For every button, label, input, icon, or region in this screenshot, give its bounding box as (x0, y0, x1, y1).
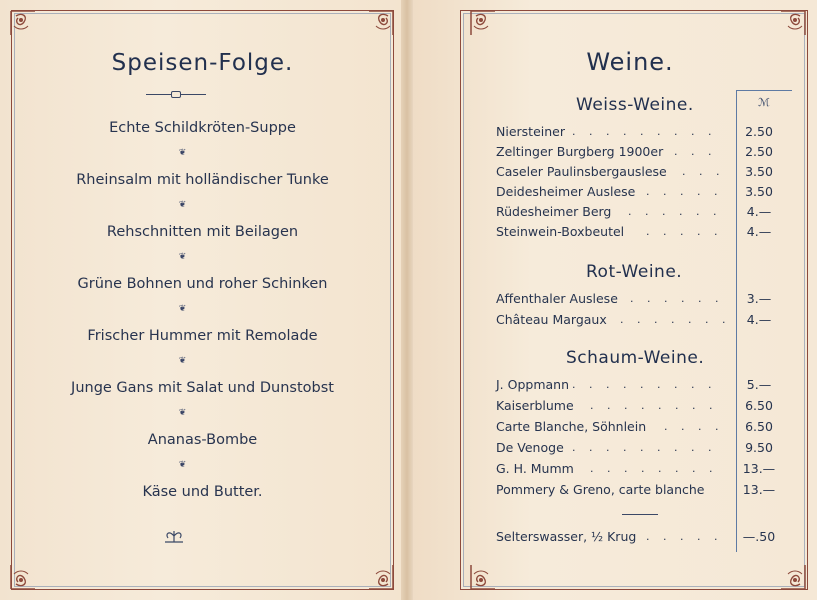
wine-name: Caseler Paulinsbergauslese (496, 164, 667, 179)
wine-price: —.50 (742, 529, 776, 544)
course-separator-icon (170, 148, 535, 158)
wine-name: De Venoge (496, 440, 564, 455)
wine-row: Deidesheimer Auslese . . . . . 3.50 (496, 183, 786, 201)
menu-title: Speisen-Folge. (111, 50, 294, 76)
separator-glyph: ❦ (178, 148, 187, 158)
left-page-frame (11, 10, 394, 590)
wine-row: Rüdesheimer Berg . . . . . . 4.— (496, 203, 786, 221)
corner-ornament-icon (366, 8, 396, 38)
wine-price: 6.50 (745, 398, 773, 413)
course-item: Echte Schildkröten-Suppe (109, 120, 296, 136)
corner-ornament-icon (468, 562, 498, 592)
wine-price: 4.— (746, 204, 772, 219)
wine-row: J. Oppmann . . . . . . . . . 5.— (496, 376, 786, 394)
section-title-red-wines: Rot-Weine. (586, 262, 683, 282)
corner-ornament-icon (778, 562, 808, 592)
wine-name: Deidesheimer Auslese (496, 184, 636, 199)
wine-price: 9.50 (745, 440, 773, 455)
wine-price: 3.50 (745, 164, 773, 179)
wine-name: Kaiserblume (496, 398, 574, 413)
wine-name: Steinwein-Boxbeutel (496, 224, 625, 239)
wine-name: Selterswasser, ½ Krug (496, 529, 637, 544)
wine-name: Niersteiner (496, 124, 565, 139)
section-title-white-wines: Weiss-Weine. (576, 95, 694, 115)
wine-price: 13.— (742, 461, 776, 476)
wine-name: J. Oppmann (496, 377, 570, 392)
wine-price: 4.— (746, 224, 772, 239)
wine-row: Carte Blanche, Söhnlein . . . . 6.50 (496, 418, 786, 436)
corner-ornament-icon (8, 562, 38, 592)
separator-glyph: ❦ (178, 304, 187, 314)
separator-glyph: ❦ (178, 460, 187, 470)
wine-price: 6.50 (745, 419, 773, 434)
wine-name: Château Margaux (496, 312, 607, 327)
corner-ornament-icon (468, 8, 498, 38)
price-column-top-rule (736, 90, 792, 91)
footer-ornament-icon (163, 528, 185, 544)
course-item: Rehschnitten mit Beilagen (106, 224, 299, 240)
wine-row: Affenthaler Auslese . . . . . . 3.— (496, 290, 786, 308)
section-divider (622, 514, 658, 515)
course-separator-icon (170, 304, 535, 314)
course-item: Grüne Bohnen und roher Schinken (77, 276, 328, 292)
wine-row: G. H. Mumm . . . . . . . . 13.— (496, 460, 786, 478)
currency-label: ℳ (758, 96, 770, 109)
corner-ornament-icon (778, 8, 808, 38)
wine-row: Kaiserblume . . . . . . . . 6.50 (496, 397, 786, 415)
wine-row: Château Margaux . . . . . . . 4.— (496, 311, 786, 329)
wine-title: Weine. (586, 48, 674, 76)
wine-price: 2.50 (745, 144, 773, 159)
book-gutter (401, 0, 413, 600)
wine-name: Rüdesheimer Berg (496, 204, 612, 219)
wine-name: Pommery & Greno, carte blanche (496, 482, 705, 497)
separator-glyph: ❦ (178, 408, 187, 418)
wine-name: Carte Blanche, Söhnlein (496, 419, 647, 434)
wine-row: Zeltinger Burgberg 1900er . . . 2.50 (496, 143, 786, 161)
course-separator-icon (170, 200, 535, 210)
wine-row: De Venoge . . . . . . . . . 9.50 (496, 439, 786, 457)
wine-row (496, 481, 786, 499)
separator-glyph: ❦ (178, 200, 187, 210)
wine-row: Niersteiner . . . . . . . . . 2.50 (496, 123, 786, 141)
wine-price: 4.— (746, 312, 772, 327)
corner-ornament-icon (8, 8, 38, 38)
course-separator-icon (170, 356, 535, 366)
section-title-sparkling-wines: Schaum-Weine. (566, 348, 705, 368)
wine-row-extra: Selterswasser, ½ Krug . . . . . —.50 (496, 528, 786, 546)
wine-price: 13.— (742, 482, 776, 497)
course-item: Rheinsalm mit holländischer Tunke (76, 172, 329, 188)
title-divider-knot (171, 91, 181, 98)
course-separator-icon (170, 460, 535, 470)
wine-price: 3.50 (745, 184, 773, 199)
course-item: Käse und Butter. (142, 484, 263, 500)
course-separator-icon (170, 408, 535, 418)
wine-row: Caseler Paulinsbergauslese . . . 3.50 (496, 163, 786, 181)
wine-name: Zeltinger Burgberg 1900er (496, 144, 664, 159)
separator-glyph: ❦ (178, 252, 187, 262)
course-item: Frischer Hummer mit Remolade (87, 328, 318, 344)
corner-ornament-icon (366, 562, 396, 592)
wine-name: G. H. Mumm (496, 461, 574, 476)
wine-price: 2.50 (745, 124, 773, 139)
separator-glyph: ❦ (178, 356, 187, 366)
course-item: Ananas-Bombe (147, 432, 258, 448)
wine-price: 5.— (746, 377, 772, 392)
wine-row: Steinwein-Boxbeutel . . . . . 4.— (496, 223, 786, 241)
course-separator-icon (170, 252, 535, 262)
wine-name: Affenthaler Auslese (496, 291, 618, 306)
wine-price: 3.— (746, 291, 772, 306)
course-item: Junge Gans mit Salat und Dunstobst (71, 380, 334, 396)
